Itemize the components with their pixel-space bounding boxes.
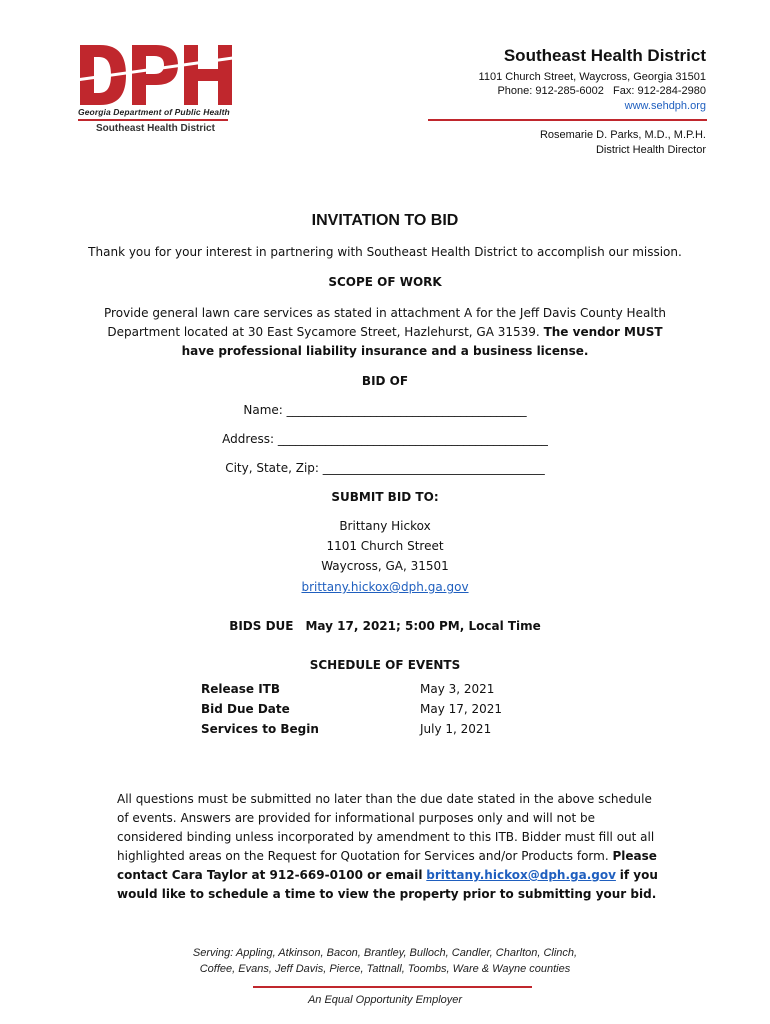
bid-of-heading: BID OF	[361, 374, 409, 388]
scope-heading: SCOPE OF WORK	[328, 275, 442, 289]
submit-city: Waycross, GA, 31501	[321, 559, 449, 573]
submit-name: Brittany Hickox	[339, 519, 431, 533]
logo-rule	[78, 119, 228, 121]
footer-serving-line-2: Coffee, Evans, Jeff Davis, Pierce, Tattnall, Toombs, Ware & Wayne counties	[199, 963, 571, 975]
letterhead-org: Southeast Health District	[503, 46, 706, 65]
schedule-label: Release ITB	[201, 682, 280, 696]
schedule-date: May 17, 2021	[420, 702, 503, 716]
footer-eoe: An Equal Opportunity Employer	[307, 994, 463, 1006]
submit-street: 1101 Church Street	[326, 539, 444, 553]
schedule-date: July 1, 2021	[420, 722, 492, 736]
letterhead-divider	[428, 119, 707, 121]
submit-bid-heading: SUBMIT BID TO:	[331, 490, 439, 504]
thanks-paragraph: Thank you for your interest in partnering with Southeast Health District to accomplish our mission.	[88, 245, 682, 259]
footer-divider	[253, 986, 532, 988]
schedule-row	[201, 682, 521, 702]
director-title: District Health Director	[595, 144, 706, 156]
bids-due-value: May 17, 2021; 5:00 PM, Local Time	[305, 619, 541, 633]
notes-email-link[interactable]: brittany.hickox@dph.ga.gov	[426, 868, 616, 882]
notes-contact-tail: if you would like to schedule a time to view the property prior to submitting your bid.	[117, 868, 658, 901]
submit-email-link[interactable]: brittany.hickox@dph.ga.gov	[301, 580, 469, 594]
scope-text: Provide general lawn care services as stated in attachment A for the Jeff Davis County Health Department located at 30 East Sycamore Street, Hazlehurst, GA 31539.	[104, 306, 666, 339]
name-field[interactable]: Name: ________________________________________	[243, 403, 527, 417]
dph-logo-mark	[78, 43, 238, 107]
bids-due-label: BIDS DUE	[229, 619, 294, 633]
schedule-date: May 3, 2021	[420, 682, 495, 696]
logo-subtitle: Georgia Department of Public Health	[78, 107, 230, 117]
footer-serving-line-1: Serving: Appling, Atkinson, Bacon, Brantley, Bulloch, Candler, Charlton, Clinch,	[192, 947, 578, 959]
notes-paragraph	[117, 790, 662, 904]
notes-contact: Please contact Cara Taylor at 912-669-0100 or email	[117, 849, 657, 882]
logo-district: Southeast Health District	[96, 123, 215, 134]
address-field[interactable]: Address: _____________________________________________	[222, 432, 548, 446]
scope-paragraph	[100, 304, 670, 361]
scope-requirement: The vendor MUST have professional liability insurance and a business license.	[181, 325, 663, 358]
letterhead-phone: Phone: 912-285-6002 Fax: 912-284-2980	[497, 85, 706, 97]
document-title: INVITATION TO BID	[311, 212, 459, 229]
schedule-heading: SCHEDULE OF EVENTS	[309, 658, 461, 672]
letterhead-website-link[interactable]: www.sehdph.org	[624, 100, 706, 112]
dph-logo	[78, 43, 238, 143]
notes-text: All questions must be submitted no later than the due date stated in the above schedule of events. Answers are provided for informational purposes only and will not be considered binding unless incorporated by amendment to this ITB. Bidder must fill out all highlighted areas on the Request for Quotation for Services and/or Products form.	[117, 792, 655, 863]
schedule-label: Services to Begin	[201, 722, 319, 736]
schedule-row	[201, 722, 521, 742]
city-state-zip-field[interactable]: City, State, Zip: _____________________________________	[225, 461, 545, 475]
letterhead-address: 1101 Church Street, Waycross, Georgia 31501	[478, 71, 706, 83]
director-name: Rosemarie D. Parks, M.D., M.P.H.	[539, 129, 706, 141]
schedule-label: Bid Due Date	[201, 702, 290, 716]
schedule-row	[201, 702, 521, 722]
schedule-table	[201, 682, 521, 742]
bids-due-line	[0, 619, 770, 633]
